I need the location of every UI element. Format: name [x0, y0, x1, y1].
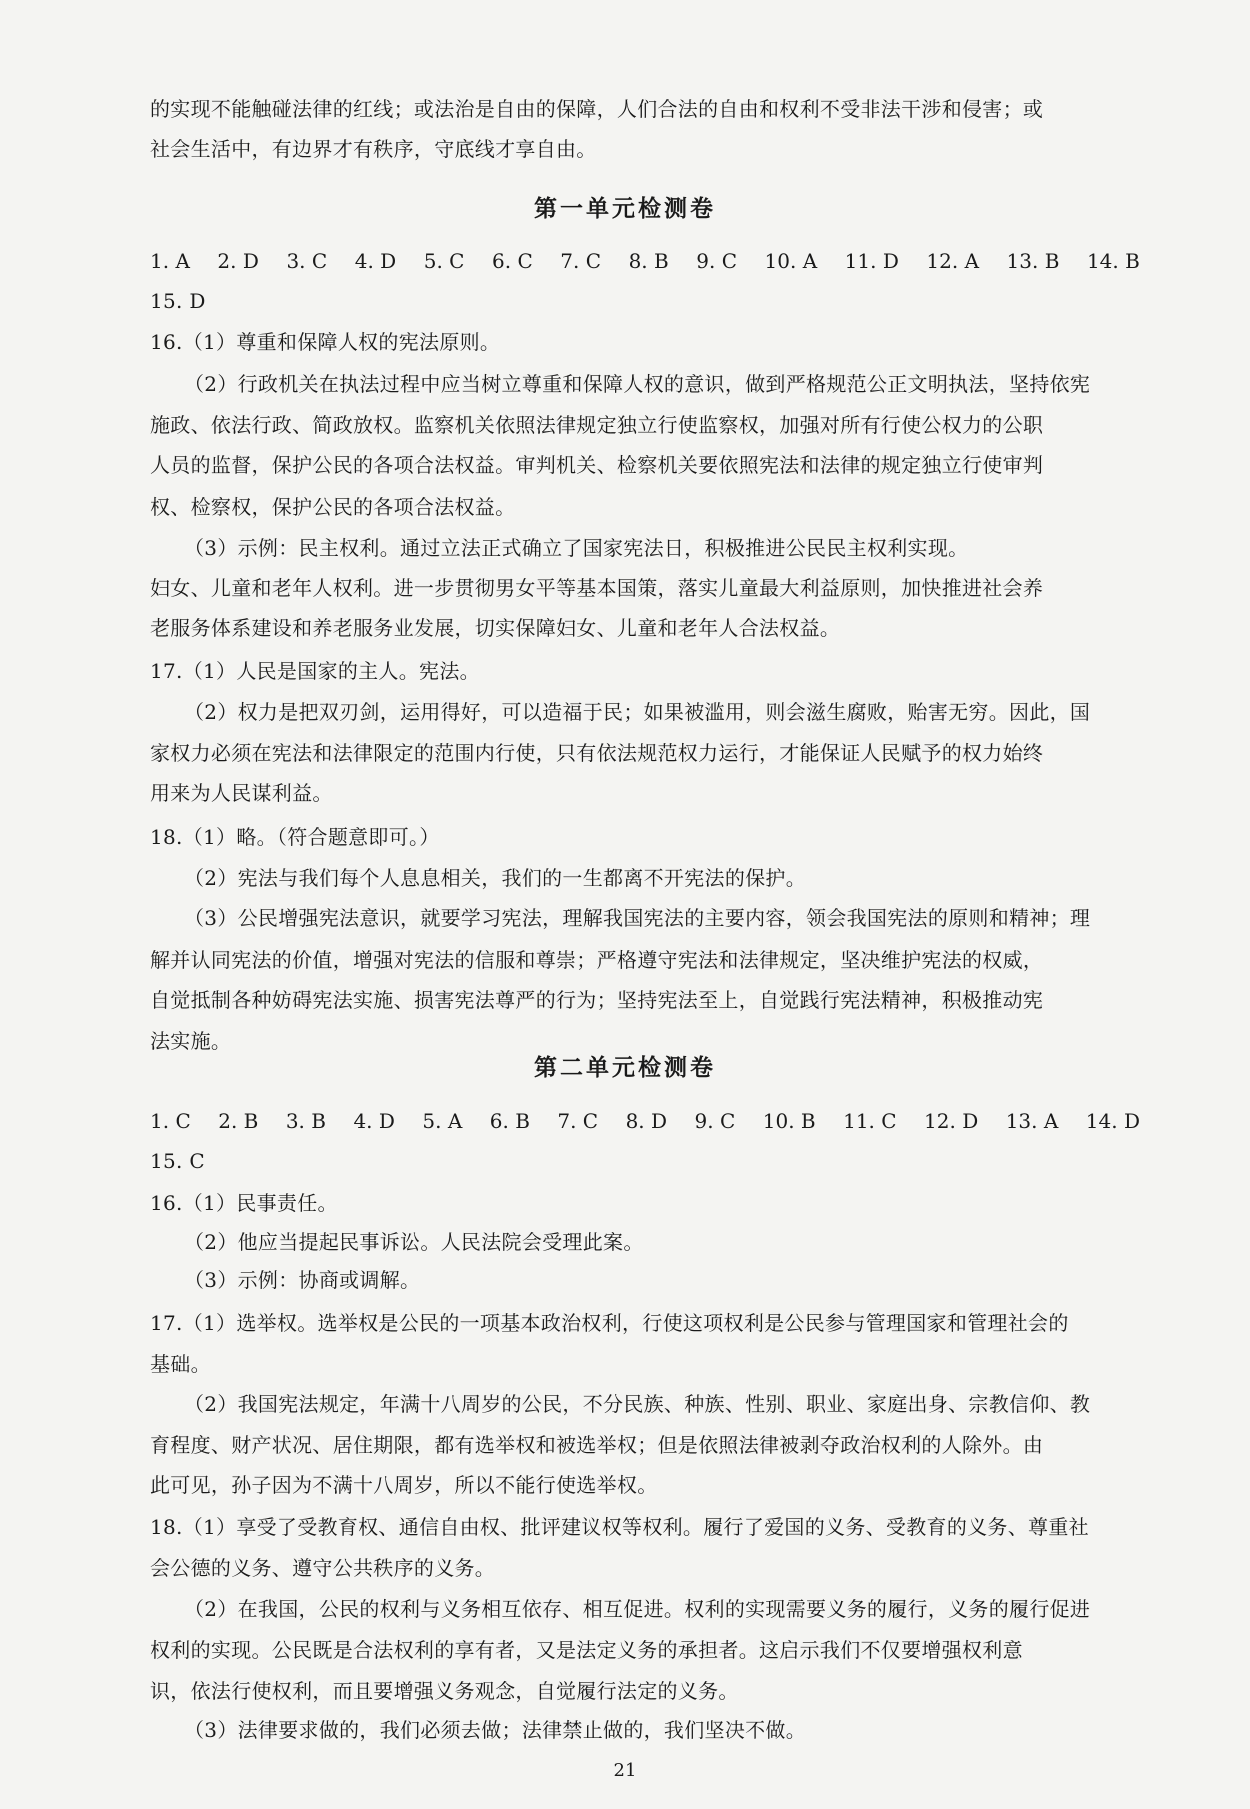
unit2-mc-answer: 10. B: [762, 1109, 816, 1133]
unit1-mc-answer: 13. B: [1006, 249, 1060, 273]
page-number: 21: [613, 1760, 637, 1781]
unit2-q17-part2-line: 此可见，孙子因为不满十八周岁，所以不能行使选举权。: [150, 1473, 658, 1497]
unit1-q18-part1: 18.（1）略。（符合题意即可。）: [150, 825, 440, 849]
unit2-q16-part2: （2）他应当提起民事诉讼。人民法院会受理此案。: [184, 1230, 644, 1254]
unit2-q18-part2-line: 权利的实现。公民既是合法权利的享有者，又是法定义务的承担者。这启示我们不仅要增强权利意: [150, 1638, 1023, 1662]
unit2-mc-answer: 6. B: [489, 1109, 530, 1133]
unit2-mc-answer: 1. C: [150, 1109, 191, 1133]
unit2-q17-part1-line: 基础。: [150, 1352, 211, 1376]
unit1-q16-part3-line: 妇女、儿童和老年人权利。进一步贯彻男女平等基本国策，落实儿童最大利益原则，加快推进社会养: [150, 576, 1044, 600]
unit1-mc-answer: 11. D: [844, 249, 899, 273]
unit2-mc-answer: 4. D: [353, 1109, 395, 1133]
unit1-q16-part3-line: （3）示例：民主权利。通过立法正式确立了国家宪法日，积极推进公民民主权利实现。: [184, 536, 969, 560]
unit2-mc-answer: 3. B: [285, 1109, 326, 1133]
unit1-q17-part2-line: 家权力必须在宪法和法律限定的范围内行使，只有依法规范权力运行，才能保证人民赋予的权力始终: [150, 741, 1044, 765]
unit1-mc-answer: 4. D: [354, 249, 397, 273]
unit1-mc-answer: 14. B: [1086, 249, 1140, 273]
unit1-mc-answer: 10. A: [764, 249, 818, 273]
unit2-mc-row: [150, 1109, 1140, 1133]
unit2-mc-answer: 7. C: [557, 1109, 599, 1133]
unit1-q16-part3-line: 老服务体系建设和养老服务业发展，切实保障妇女、儿童和老年人合法权益。: [150, 616, 841, 640]
unit1-q18-part3-line: 解并认同宪法的价值，增强对宪法的信服和尊崇；严格遵守宪法和法律规定，坚决维护宪法的权威，: [150, 948, 1044, 972]
unit2-mc-answer: 8. D: [625, 1109, 668, 1133]
unit2-q18-part2-line: 识，依法行使权利，而且要增强义务观念，自觉履行法定的义务。: [150, 1679, 739, 1703]
unit1-mc-answer: 3. C: [286, 249, 328, 273]
unit1-q17-part1: 17.（1）人民是国家的主人。宪法。: [150, 659, 480, 683]
unit1-title: 第一单元检测卷: [534, 196, 716, 222]
unit1-mc-answer: 9. C: [696, 249, 737, 273]
unit2-q17-part2-line: （2）我国宪法规定，年满十八周岁的公民，不分民族、种族、性别、职业、家庭出身、宗教信仰、教: [184, 1392, 1091, 1416]
unit2-q18-part1-line: 18.（1）享受了受教育权、通信自由权、批评建议权等权利。履行了爱国的义务、受教育的义务、尊重社: [150, 1515, 1089, 1539]
unit2-q16-part3: （3）示例：协商或调解。: [184, 1268, 421, 1292]
unit1-q18-part3-line: （3）公民增强宪法意识，就要学习宪法，理解我国宪法的主要内容，领会我国宪法的原则和精神；理: [184, 906, 1091, 930]
unit2-q18-part3: （3）法律要求做的，我们必须去做；法律禁止做的，我们坚决不做。: [184, 1718, 807, 1742]
unit2-mc-answer: 14. D: [1085, 1109, 1140, 1133]
unit2-q16-part1: 16.（1）民事责任。: [150, 1191, 338, 1215]
unit1-q18-part2: （2）宪法与我们每个人息息相关，我们的一生都离不开宪法的保护。: [184, 866, 807, 890]
unit1-q18-part3-line: 自觉抵制各种妨碍宪法实施、损害宪法尊严的行为；坚持宪法至上，自觉践行宪法精神，积极推动宪: [150, 988, 1044, 1012]
unit1-q17-part2-line: （2）权力是把双刃剑，运用得好，可以造福于民；如果被滥用，则会滋生腐败，贻害无穷。因此，国: [184, 700, 1091, 724]
unit1-mc-answer: 7. C: [560, 249, 602, 273]
unit2-mc-answer: 11. C: [843, 1109, 897, 1133]
unit1-mc-answer: 12. A: [926, 249, 980, 273]
unit2-mc-answer: 12. D: [924, 1109, 979, 1133]
intro-line-1: 的实现不能触碰法律的红线；或法治是自由的保障，人们合法的自由和权利不受非法干涉和侵害；或: [150, 97, 1044, 121]
unit1-q17-part2-line: 用来为人民谋利益。: [150, 781, 333, 805]
intro-line-2: 社会生活中，有边界才有秩序，守底线才享自由。: [150, 137, 597, 161]
unit1-mc-answer: 5. C: [423, 249, 465, 273]
unit2-mc-answer: 13. A: [1005, 1109, 1059, 1133]
unit1-q16-part1: 16.（1）尊重和保障人权的宪法原则。: [150, 330, 501, 354]
unit2-q17-part2-line: 育程度、财产状况、居住期限，都有选举权和被选举权；但是依照法律被剥夺政治权利的人除外。由: [150, 1433, 1044, 1457]
unit2-q17-part1-line: 17.（1）选举权。选举权是公民的一项基本政治权利，行使这项权利是公民参与管理国家和管理社会的: [150, 1311, 1069, 1335]
unit2-mc-answer-15: 15. C: [150, 1149, 205, 1173]
unit1-q16-part2-line: （2）行政机关在执法过程中应当树立尊重和保障人权的意识，做到严格规范公正文明执法，坚持依宪: [184, 372, 1091, 396]
unit1-q18-part3-line: 法实施。: [150, 1029, 232, 1053]
unit1-q16-part2-line: 施政、依法行政、简政放权。监察机关依照法律规定独立行使监察权，加强对所有行使公权力的公职: [150, 413, 1044, 437]
unit1-mc-answer-15: 15. D: [150, 289, 206, 313]
unit1-mc-answer: 8. B: [628, 249, 669, 273]
unit1-q16-part2-line: 权、检察权，保护公民的各项合法权益。: [150, 495, 516, 519]
unit2-mc-answer: 5. A: [422, 1109, 463, 1133]
unit2-mc-answer: 9. C: [694, 1109, 736, 1133]
unit1-mc-answer: 6. C: [492, 249, 533, 273]
unit2-title: 第二单元检测卷: [534, 1055, 716, 1081]
unit1-mc-answer: 2. D: [217, 249, 259, 273]
unit2-mc-answer: 2. B: [218, 1109, 259, 1133]
unit2-q18-part1-line: 会公德的义务、遵守公共秩序的义务。: [150, 1556, 496, 1580]
unit1-q16-part2-line: 人员的监督，保护公民的各项合法权益。审判机关、检察机关要依照宪法和法律的规定独立行使审判: [150, 453, 1044, 477]
unit1-mc-answer: 1. A: [150, 249, 190, 273]
unit2-q18-part2-line: （2）在我国，公民的权利与义务相互依存、相互促进。权利的实现需要义务的履行，义务的履行促进: [184, 1597, 1091, 1621]
unit1-mc-row: [150, 249, 1140, 273]
